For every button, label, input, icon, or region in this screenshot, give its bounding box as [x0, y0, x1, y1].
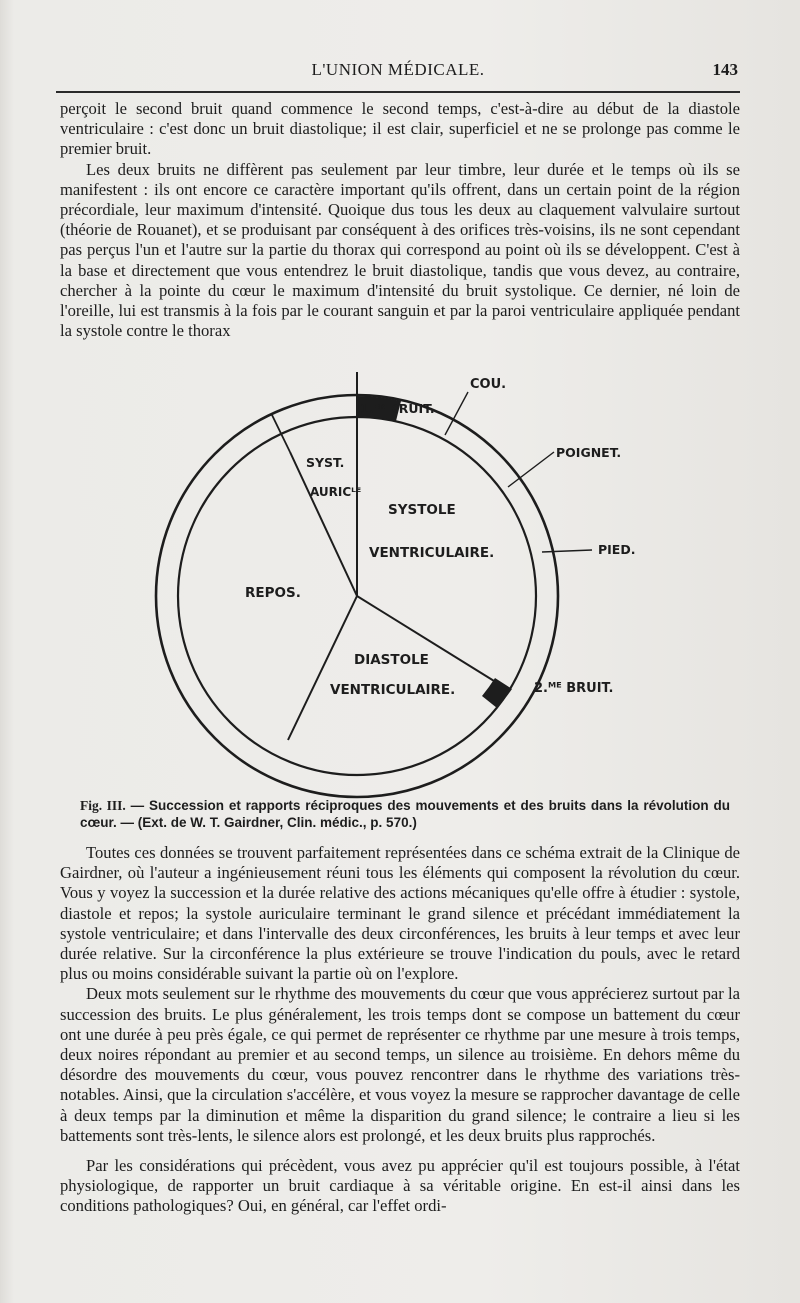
paragraph: Les deux bruits ne diffèrent pas seulement par leur timbre, leur durée et le temps où ils se manifestent : ils ont encore ce caractère important qu'ils offrent, dans un certain point de la région précordiale, leur maximum d'intensité. Quoique dus tous les deux au claquement valvulaire surtout (théorie de Rouanet), et se produisant par conséquent à des orifices très-voisins, ils ne sont cependant pas perçus l'un et l'autre sur la partie du thorax qui correspond au point où ils se développent. C'est à la base et directement que vous entendrez le bruit diastolique, tandis que vous devez, au contraire, chercher à la pointe du cœur le maximum d'intensité du bruit systolique. Ce dernier, né loin de l'oreille, lui est transmis à la fois par le courant sanguin et par la paroi ventriculaire appliquée pendant la systole contre le thorax — [60, 159, 740, 341]
systole-ventriculaire-label: VENTRICULAIRE. — [369, 545, 495, 561]
syst-label: SYST. — [306, 455, 345, 470]
journal-title: L'UNION MÉDICALE. — [311, 60, 485, 79]
figure-caption — [80, 797, 730, 831]
second-sound-label: 2.ᴹᴱ BRUIT. — [534, 681, 614, 696]
paragraph: Par les considérations qui précèdent, vous avez pu apprécier qu'il est toujours possible, à l'état physiologique, de rapporter un bruit cardiaque à sa véritable origine. En est-il ainsi dans les conditions pathologiques? Oui, en général, car l'effet ordi- — [60, 1156, 740, 1216]
poignet-leader — [508, 452, 554, 487]
cou-leader — [445, 392, 468, 435]
second-sound-marker — [482, 678, 512, 708]
figure-number: Fig. III. — [80, 798, 126, 813]
figure-caption-text: — Succession et rapports réciproques des mouvements et des bruits dans la révolution du cœur. — (Ext. de W. T. Gairdner, Clin. médic., p. 570.) — [80, 798, 730, 830]
pied-label: PIED. — [598, 542, 636, 557]
paragraph: Toutes ces données se trouvent parfaitement représentées dans ce schéma extrait de la Clinique de Gairdner, où l'auteur a ingénieusement réuni tous les éléments qui composent la révolution du cœur. Vous y voyez la succession et la durée relative des actions mécaniques qu'elle offre à étudier : systole, diastole et repos; la systole auriculaire terminant le grand silence et précédant immédiatement la systole ventriculaire; et dans l'intervalle des deux circonférences, les bruits à leur temps et avec leur durée relative. Sur la circonférence la plus extérieure se trouve l'indication du pouls, avec le retard plus ou moins considérable suivant la partie où on l'explore. — [60, 843, 740, 984]
cou-label: COU. — [470, 377, 507, 392]
first-sound-label: 1.ᴱᴿ BRUIT. — [360, 401, 435, 416]
syst-radius-outer — [272, 415, 290, 452]
systole-label: SYSTOLE — [388, 502, 456, 518]
diastole-label: DIASTOLE — [354, 652, 429, 668]
systole-radius — [290, 452, 357, 596]
paragraph: perçoit le second bruit quand commence le second temps, c'est-à-dire au début de la diastole ventriculaire : c'est donc un bruit diastolique; il est clair, superficiel et ne se prolonge pas comme le premier bruit. — [60, 99, 740, 159]
diastole-ventriculaire-label: VENTRICULAIRE. — [330, 682, 456, 698]
text-block-bottom — [60, 843, 740, 1217]
diastole-radius — [357, 596, 507, 689]
repos-label: REPOS. — [245, 585, 301, 601]
pied-leader — [542, 550, 592, 552]
paragraph: Deux mots seulement sur le rhythme des mouvements du cœur que vous apprécierez surtout par la succession des bruits. Le plus généralement, les trois temps dont se compose un battement du cœur ont une durée à peu près égale, ce qui permet de représenter ce rhythme par une mesure à trois temps, deux noires répondant au premier et au second temps, un silence au troisième. En dehors même du désordre des mouvements du cœur, vous pouvez rencontrer dans le rhythme des variations très-notables. Ainsi, que la circulation s'accélère, et vous voyez la mesure se rapprocher davantage de celle à deux temps par la diminution et même la disparition du grand silence; le contraire a lieu si les battements sont très-lents, le silence alors est prolongé, et les deux bruits plus rapprochés. — [60, 984, 740, 1145]
poignet-label: POIGNET. — [556, 445, 622, 460]
auric-label: AURICᴸᴱ — [310, 485, 362, 499]
repos-radius — [288, 596, 357, 740]
page-number: 143 — [712, 60, 738, 79]
